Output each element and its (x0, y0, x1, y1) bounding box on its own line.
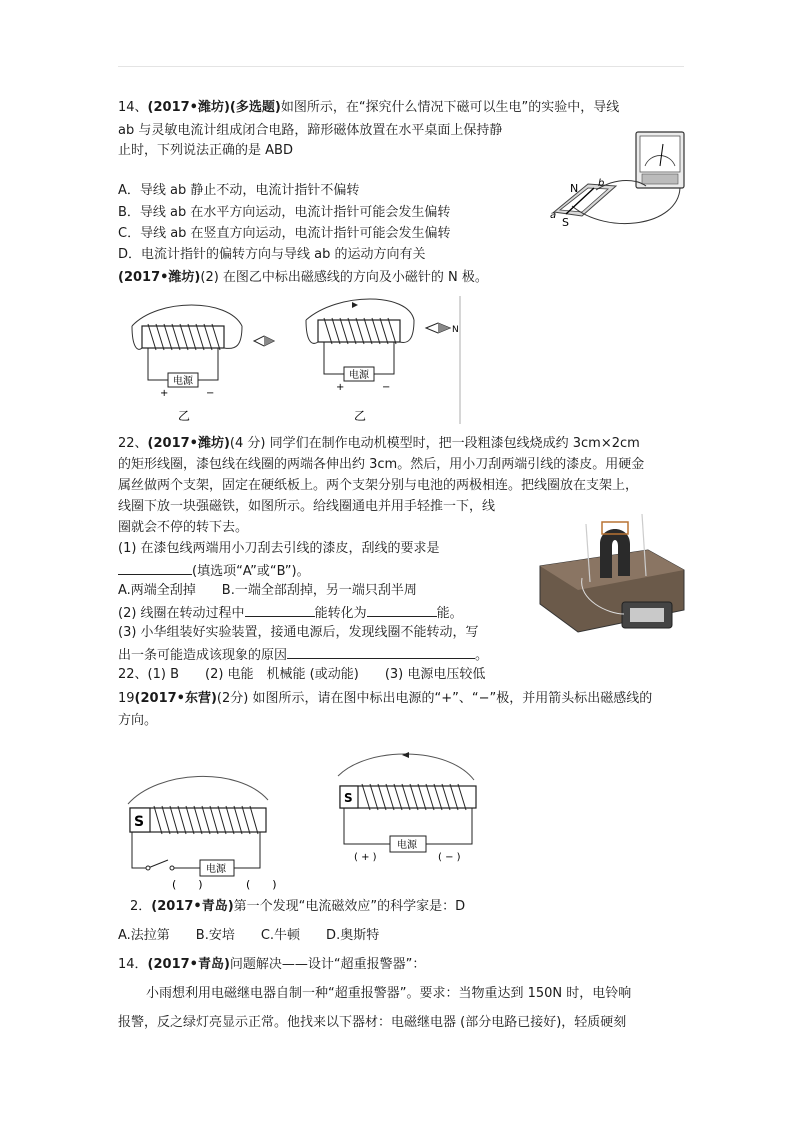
pole-plus-label: ( + ) (354, 852, 377, 863)
q22-sub1: (1) 在漆包线两端用小刀刮去引线的漆皮，刮线的要求是 (118, 541, 440, 556)
q22-line2: 的矩形线圈，漆包线在线圈的两端各伸出约 3cm。然后，用小刀刮两端引线的漆皮。用硬金 (118, 457, 645, 472)
pole-s-label: S (134, 814, 145, 830)
question-number: 14、 (118, 100, 148, 115)
power-label: 电源 (397, 840, 417, 851)
wire-b-label: b (598, 178, 605, 189)
caption-yi: 乙 (178, 409, 191, 423)
q14-option-b: B．导线 ab 在水平方向运动，电流计指针可能会发生偏转 (118, 205, 451, 220)
wire-a-label: a (550, 210, 557, 221)
q22-sub1-blank (118, 560, 310, 582)
needle-n-label: N (452, 325, 459, 335)
power-label: 电源 (206, 864, 226, 875)
galvanometer-figure (548, 126, 688, 230)
pole-blank-left: ( ) (172, 878, 203, 891)
q2-options: A.法拉第 B.安培 C.牛顿 D.奥斯特 (118, 928, 380, 943)
q14-option-a: A．导线 ab 静止不动，电流计指针不偏转 (118, 183, 360, 198)
q22-sub2 (118, 602, 463, 624)
question-text: (4 分) 同学们在制作电动机模型时，把一段粗漆包线烧成约 3cm×2cm (229, 436, 640, 451)
question-source: (2017•潍坊) (118, 270, 201, 285)
answer-blank[interactable] (118, 560, 192, 575)
q19-line1 (118, 689, 652, 709)
pole-minus-label: ( − ) (438, 852, 461, 863)
question-source: (2017•潍坊)(多选题) (147, 100, 281, 115)
magnet-n-label: N (570, 182, 579, 195)
pole-s-label: S (344, 791, 353, 805)
q14b-para2: 报警，反之绿灯亮显示正常。他找来以下器材：电磁继电器 (部分电路已接好)，轻质硬刻 (118, 1015, 627, 1030)
q14b-line1 (118, 955, 425, 975)
solenoid-figure-yi (118, 296, 468, 426)
question-text: 如图所示，在“探究什么情况下磁可以生电”的实验中，导线 (280, 100, 620, 115)
header-rule (118, 66, 684, 67)
q22-line1 (118, 434, 640, 454)
answer-blank[interactable] (367, 602, 437, 617)
q22-sub3: (3) 小华组装好实验装置，接通电源后，发现线圈不能转动，写 (118, 625, 479, 640)
motor-model-photo (538, 504, 686, 652)
minus-label: − (382, 382, 391, 393)
question-text: 能转化为 (314, 606, 367, 621)
q14-option-d: D．电流计指针的偏转方向与导线 ab 的运动方向有关 (118, 247, 426, 262)
magnet-s-label: S (562, 216, 569, 229)
q22-line4: 线圈下放一块强磁铁，如图所示。给线圈通电并用手轻推一下，线 (118, 499, 496, 514)
q14-line1 (118, 98, 619, 118)
minus-label: − (206, 388, 215, 399)
q22-answer: 22、(1) B (2) 电能 机械能 (或动能) (3) 电源电压较低 (118, 667, 486, 682)
q14-line3: 止时，下列说法正确的是 ABD (118, 143, 293, 158)
question-source: (2017•潍坊) (147, 436, 230, 451)
q2-line1 (130, 897, 465, 917)
power-label: 电源 (173, 376, 193, 387)
caption-yi: 乙 (354, 409, 367, 423)
question-number: 2． (130, 899, 152, 914)
question-text: 能。 (436, 606, 463, 621)
answer-blank[interactable] (287, 644, 475, 659)
plus-label: + (160, 388, 169, 399)
question-source: (2017•青岛) (147, 957, 230, 972)
q22-sub1-options: A.两端全刮掉 B.一端全部刮掉，另一端只刮半周 (118, 583, 417, 598)
q22-sub3-blank (118, 644, 488, 666)
plus-label: + (336, 382, 345, 393)
q14b-para1: 小雨想利用电磁继电器自制一种“超重报警器”。要求：当物重达到 150N 时，电铃响 (146, 986, 632, 1001)
question-source: (2017•青岛) (151, 899, 234, 914)
question-text: 问题解决——设计“超重报警器”： (229, 957, 426, 972)
q19-line2: 方向。 (118, 713, 158, 728)
question-number: 22、 (118, 436, 148, 451)
power-label: 电源 (349, 370, 369, 381)
pole-blank-right: ( ) (246, 878, 277, 891)
q-weifang-2 (118, 268, 488, 288)
q22-line5: 圈就会不停的转下去。 (118, 520, 249, 535)
question-text: (2分) 如图所示，请在图中标出电源的“+”、“−”极，并用箭头标出磁感线的 (216, 691, 653, 706)
question-source: (2017•东营) (134, 691, 217, 706)
q14-option-c: C．导线 ab 在竖直方向运动，电流计指针可能会发生偏转 (118, 226, 451, 241)
answer-blank[interactable] (245, 602, 315, 617)
question-text: 出一条可能造成该现象的原因 (118, 648, 288, 663)
question-text: (2) 在图乙中标出磁感线的方向及小磁针的 N 极。 (200, 270, 488, 285)
question-text: (2) 线圈在转动过程中 (118, 606, 245, 621)
question-text: 。 (475, 648, 489, 663)
q22-line3: 属丝做两个支架，固定在硬纸板上。两个支架分别与电池的两极相连。把线圈放在支架上， (118, 478, 639, 493)
question-text: (填选项“A”或“B”)。 (192, 564, 310, 579)
question-text: 第一个发现“电流磁效应”的科学家是：D (233, 899, 466, 914)
q14-line2: ab 与灵敏电流计组成闭合电路，蹄形磁体放置在水平桌面上保持静 (118, 123, 503, 138)
question-number: 14． (118, 957, 148, 972)
question-number: 19 (118, 691, 135, 706)
solenoid-figure-dongying (118, 752, 498, 892)
